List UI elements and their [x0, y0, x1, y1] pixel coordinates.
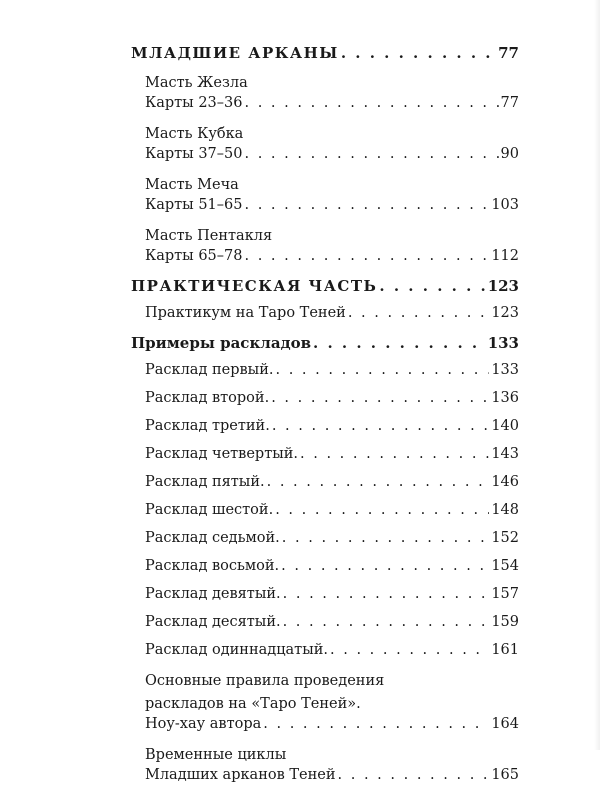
toc-item-title: Карты 65–78	[145, 248, 243, 264]
toc-item-row	[145, 530, 519, 553]
toc-item[interactable]	[131, 225, 519, 271]
toc-item-title: Карты 37–50	[145, 146, 243, 162]
leader-dots	[330, 642, 489, 658]
leader-dots	[272, 418, 489, 434]
toc-item-page: 77	[500, 95, 519, 111]
toc-section[interactable]	[131, 334, 519, 357]
toc-item-row	[145, 642, 519, 665]
leader-dots	[379, 277, 485, 295]
toc-item-title: Расклад девятый.	[145, 586, 281, 602]
toc-item-title: Расклад третий.	[145, 418, 270, 434]
toc-item-row	[145, 95, 519, 118]
leader-dots	[263, 716, 489, 732]
leader-dots	[275, 502, 489, 518]
toc-item-title: Расклад одиннадцатый.	[145, 642, 329, 658]
toc-item[interactable]	[131, 390, 519, 413]
toc-item[interactable]	[131, 614, 519, 637]
toc-item-row	[145, 716, 519, 739]
toc-item-page: 143	[491, 446, 519, 462]
toc-item-row	[145, 558, 519, 581]
toc-item-row	[145, 502, 519, 525]
toc-item-line: раскладов на «Таро Теней».	[145, 696, 361, 712]
toc-item-title: Расклад десятый.	[145, 614, 281, 630]
toc-item-title: Расклад второй.	[145, 390, 270, 406]
toc-item-title: Расклад шестой.	[145, 502, 274, 518]
toc-item-row	[145, 197, 519, 220]
toc-item[interactable]	[131, 530, 519, 553]
toc-item-title: Карты 23–36	[145, 95, 243, 111]
leader-dots	[271, 390, 489, 406]
toc-item-page: 154	[491, 558, 519, 574]
toc-section-title: ПРАКТИЧЕСКАЯ ЧАСТЬ	[131, 277, 378, 295]
toc-item[interactable]	[131, 558, 519, 581]
toc-item-page: 161	[491, 642, 519, 658]
toc-item[interactable]	[131, 502, 519, 525]
toc-item-row	[145, 446, 519, 469]
toc-item-row	[145, 305, 519, 328]
leader-dots	[341, 44, 496, 62]
leader-dots	[281, 558, 489, 574]
toc-item-page: 157	[491, 586, 519, 602]
toc-item[interactable]	[131, 744, 519, 790]
toc-item-page: 112	[491, 248, 519, 264]
toc-item-line: Масть Пентакля	[145, 228, 273, 244]
toc-item-line: Масть Кубка	[145, 126, 244, 142]
toc-item-title: Расклад седьмой.	[145, 530, 280, 546]
toc-item[interactable]	[131, 305, 519, 328]
toc-item-page: 164	[491, 716, 519, 732]
toc-item-title: Практикум на Таро Теней	[145, 305, 346, 321]
toc-item[interactable]	[131, 174, 519, 220]
toc-item-page: 148	[491, 502, 519, 518]
toc-section-row	[131, 277, 519, 300]
toc-item[interactable]	[131, 670, 519, 739]
leader-dots	[267, 474, 490, 490]
toc-item-page: 103	[491, 197, 519, 213]
toc-item-line: Временные циклы	[145, 747, 287, 763]
toc-section-page: 123	[487, 277, 519, 295]
toc-item-page: 146	[491, 474, 519, 490]
toc-item-page: 152	[491, 530, 519, 546]
leader-dots	[244, 95, 498, 111]
toc-item-page: 140	[491, 418, 519, 434]
toc-item-row	[145, 586, 519, 609]
toc-item-row	[145, 362, 519, 385]
toc-section-row	[131, 334, 519, 357]
toc-item-page: 90	[500, 146, 519, 162]
table-of-contents	[131, 44, 519, 790]
toc-section-title: Примеры раскладов	[131, 334, 311, 352]
toc-item-line: Основные правила проведения	[145, 673, 385, 689]
toc-item-page: 123	[491, 305, 519, 321]
toc-item[interactable]	[131, 642, 519, 665]
leader-dots	[244, 248, 489, 264]
toc-item-title: Ноу-хау автора	[145, 716, 262, 732]
toc-item[interactable]	[131, 418, 519, 441]
leader-dots	[244, 146, 498, 162]
toc-item[interactable]	[131, 474, 519, 497]
leader-dots	[338, 767, 490, 783]
leader-dots	[313, 334, 486, 352]
toc-section-page: 77	[498, 44, 519, 62]
toc-item-page: 165	[491, 767, 519, 783]
toc-item-line: Масть Меча	[145, 177, 239, 193]
toc-item-title: Расклад пятый.	[145, 474, 265, 490]
toc-item-row	[145, 248, 519, 271]
toc-item-title: Расклад первый.	[145, 362, 274, 378]
toc-item-row	[145, 390, 519, 413]
toc-item[interactable]	[131, 446, 519, 469]
toc-item-title: Младших арканов Теней	[145, 767, 336, 783]
toc-section-title: МЛАДШИЕ АРКАНЫ	[131, 44, 339, 62]
toc-item-row	[145, 767, 519, 790]
toc-section[interactable]	[131, 277, 519, 300]
leader-dots	[282, 530, 490, 546]
toc-item[interactable]	[131, 362, 519, 385]
toc-item[interactable]	[131, 72, 519, 118]
toc-item[interactable]	[131, 123, 519, 169]
toc-item-row	[145, 474, 519, 497]
leader-dots	[244, 197, 489, 213]
leader-dots	[283, 586, 490, 602]
toc-item-page: 136	[491, 390, 519, 406]
toc-item-title: Карты 51–65	[145, 197, 243, 213]
toc-item-title: Расклад восьмой.	[145, 558, 280, 574]
toc-item[interactable]	[131, 586, 519, 609]
toc-section-page: 133	[487, 334, 519, 352]
toc-item-row	[145, 418, 519, 441]
toc-item-title: Расклад четвертый.	[145, 446, 299, 462]
toc-item-page: 159	[491, 614, 519, 630]
leader-dots	[300, 446, 489, 462]
toc-item-line: Масть Жезла	[145, 75, 248, 91]
leader-dots	[283, 614, 490, 630]
toc-section[interactable]	[131, 44, 519, 67]
page-edge-shadow	[594, 0, 600, 750]
toc-item-row	[145, 146, 519, 169]
toc-item-row	[145, 614, 519, 637]
leader-dots	[275, 362, 489, 378]
toc-section-row	[131, 44, 519, 67]
leader-dots	[348, 305, 489, 321]
toc-item-page: 133	[491, 362, 519, 378]
